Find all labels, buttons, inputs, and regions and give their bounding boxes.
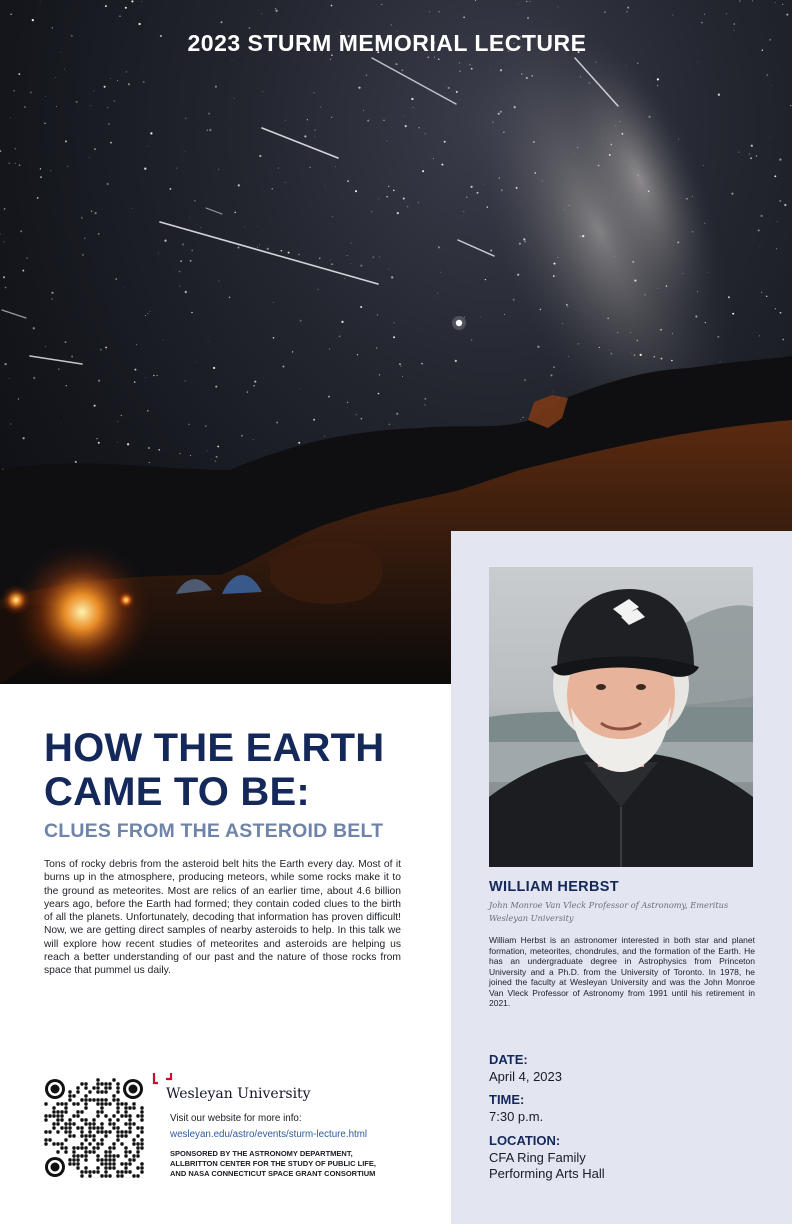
speaker-title: John Monroe Van Vleck Professor of Astronomy, Emeritus [489, 900, 729, 910]
talk-subtitle: CLUES FROM THE ASTEROID BELT [44, 820, 384, 842]
speaker-panel [451, 531, 792, 1224]
campfire-glow [12, 542, 152, 682]
time-value: 7:30 p.m. [489, 1109, 544, 1124]
sponsor-line2: ALLBRITTON CENTER FOR THE STUDY OF PUBLIC LIFE, [170, 1159, 376, 1168]
location-line2: Performing Arts Hall [489, 1166, 605, 1181]
speaker-portrait [489, 567, 753, 867]
sponsor-line3: AND NASA CONNECTICUT SPACE GRANT CONSORTIUM [170, 1169, 376, 1178]
date-label: DATE: [489, 1052, 528, 1067]
time-label: TIME: [489, 1092, 525, 1107]
website-link[interactable]: wesleyan.edu/astro/events/sturm-lecture.html [170, 1129, 368, 1140]
talk-title-line2: CAME TO BE: [44, 770, 310, 814]
talk-abstract: Tons of rocky debris from the asteroid belt hits the Earth every day. Most of it burns up in the atmosphere, producing meteors, while some rocks make it to the ground as meteorites. Most are relics of an earlier time, about 4.6 billion years ago, before the Earth had formed; they contain coded clues to the birth of all the planets. Unfortunately, decoding that information has proven difficult! Now, we are getting direct samples of nearby asteroids to help. In this talk we will explore how recent studies of meteorites and asteroids are helping us reach a better understanding of our past and the nature of those rocks from space that pummel us daily. [44, 859, 401, 977]
speaker-affiliation: Wesleyan University [489, 913, 574, 923]
location-label: LOCATION: [489, 1133, 561, 1148]
speaker-name: WILLIAM HERBST [489, 879, 619, 895]
visit-text: Visit our website for more info: [170, 1113, 302, 1124]
speaker-bio: William Herbst is an astronomer interested in both star and planet formation, meteorites, chondrules, and the formation of the Earth. He has an undergraduate degree in Astrophysics from Princeton University and a Ph.D. from the University of Toronto. In 1978, he joined the faculty at Wesleyan University and was the John Monroe Van Vleck Professor of Astronomy from 1991 until his retirement in 2021. [489, 935, 755, 1008]
university-name: Wesleyan University [166, 1086, 311, 1102]
location-line1: CFA Ring Family [489, 1150, 586, 1165]
sponsor-line1: SPONSORED BY THE ASTRONOMY DEPARTMENT, [170, 1149, 353, 1158]
date-value: April 4, 2023 [489, 1069, 562, 1084]
series-title: 2023 STURM MEMORIAL LECTURE [187, 30, 587, 56]
talk-title [44, 726, 424, 814]
sponsor-text [170, 1149, 430, 1179]
talk-title-line1: HOW THE EARTH [44, 726, 385, 770]
qr-code[interactable] [44, 1078, 144, 1178]
